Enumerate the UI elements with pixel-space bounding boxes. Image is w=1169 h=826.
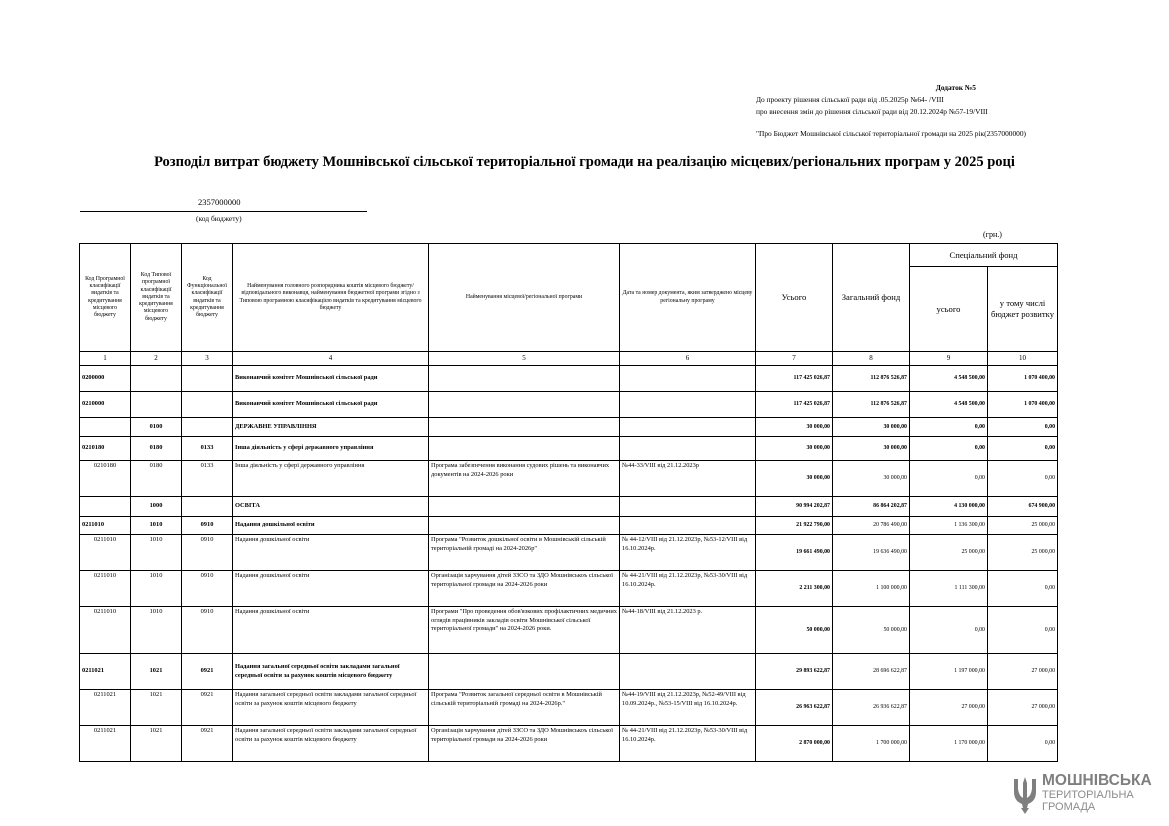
annex-line-1: До проекту рішення сільської ради від .05.2025р №64- /VIII xyxy=(756,95,944,104)
table-row xyxy=(80,535,1058,571)
cell-document: №44-18/VIII від 21.12.2023 р. xyxy=(620,607,756,654)
cell-total: 90 994 202,87 xyxy=(756,497,833,517)
cell-program-code: 0210180 xyxy=(80,437,131,461)
cell-document xyxy=(620,654,756,690)
cell-document xyxy=(620,366,756,392)
cell-total: 21 922 790,00 xyxy=(756,517,833,535)
cell-special: 4 130 000,00 xyxy=(910,497,988,517)
cell-general: 19 636 490,00 xyxy=(833,535,910,571)
cell-total: 50 000,00 xyxy=(756,607,833,654)
cell-typical-code: 0180 xyxy=(131,437,182,461)
cell-program-code: 0200000 xyxy=(80,366,131,392)
col-num: 9 xyxy=(910,352,988,366)
cell-total: 30 000,00 xyxy=(756,418,833,437)
table-row xyxy=(80,366,1058,392)
cell-special: 27 000,00 xyxy=(910,690,988,726)
table-row xyxy=(80,690,1058,726)
cell-typical-code: 1010 xyxy=(131,535,182,571)
cell-special: 25 000,00 xyxy=(910,535,988,571)
header-program-code: Код Програмної класифікації видатків та кредитування місцевого бюджету xyxy=(80,244,131,352)
cell-total: 2 870 000,00 xyxy=(756,726,833,762)
table-row xyxy=(80,517,1058,535)
cell-program-code: 0211010 xyxy=(80,607,131,654)
cell-program-code: 0211010 xyxy=(80,571,131,607)
header-manager-name: Найменування головного розпорядника коштів місцевого бюджету/ відповідального виконавця, найменування бюджетної програми згідно з Типовою програмною класифікацією видатків та кредитування місцевого бюджету xyxy=(233,244,429,352)
cell-typical-code: 0180 xyxy=(131,461,182,497)
cell-functional-code xyxy=(182,392,233,418)
col-num: 7 xyxy=(756,352,833,366)
header-document: Дата та номер документа, яким затверджено місцеву регіональну програму xyxy=(620,244,756,352)
cell-special: 1 111 300,00 xyxy=(910,571,988,607)
cell-development: 25 000,00 xyxy=(988,517,1058,535)
cell-name: ДЕРЖАВНЕ УПРАВЛІННЯ xyxy=(233,418,429,437)
annex-header xyxy=(756,82,1096,140)
cell-document: №44-33/VIII від 21.12.2023р xyxy=(620,461,756,497)
cell-typical-code: 1010 xyxy=(131,571,182,607)
cell-program: Програми "Про проведення обов'язкових профілактичних медичних оглядів працівників закладів освіти Мошнівської сільської територіальної громади" на 2024-2026 роки. xyxy=(429,607,620,654)
cell-document: № 44-12/VIII від 21.12.2023р, №53-12/VIII від 16.10.2024р. xyxy=(620,535,756,571)
annex-title: Додаток №5 xyxy=(935,83,976,92)
cell-program xyxy=(429,654,620,690)
cell-development: 0,00 xyxy=(988,461,1058,497)
col-num: 4 xyxy=(233,352,429,366)
cell-name: Виконавчий комітет Мошнівської сільської ради xyxy=(233,366,429,392)
cell-functional-code: 0921 xyxy=(182,654,233,690)
cell-program xyxy=(429,366,620,392)
budget-code-caption: (код бюджету) xyxy=(196,214,242,223)
cell-total: 30 000,00 xyxy=(756,461,833,497)
cell-program xyxy=(429,418,620,437)
cell-name: Інша діяльність у сфері державного управління xyxy=(233,437,429,461)
cell-special: 0,00 xyxy=(910,607,988,654)
cell-general: 26 936 622,87 xyxy=(833,690,910,726)
budget-code-underline xyxy=(80,211,367,212)
cell-development: 0,00 xyxy=(988,726,1058,762)
cell-total: 26 963 622,87 xyxy=(756,690,833,726)
cell-document xyxy=(620,497,756,517)
header-special-total: усього xyxy=(910,267,988,352)
col-num: 5 xyxy=(429,352,620,366)
header-development-budget: у тому числі бюджет розвитку xyxy=(988,267,1058,352)
logo-line-3: ГРОМАДА xyxy=(1042,801,1096,813)
cell-functional-code: 0910 xyxy=(182,607,233,654)
cell-program-code: 0211021 xyxy=(80,726,131,762)
cell-program-code: 0211010 xyxy=(80,535,131,571)
cell-general: 1 700 000,00 xyxy=(833,726,910,762)
cell-document: № 44-21/VIII від 21.12.2023р, №53-30/VIII від 16.10.2024р. xyxy=(620,571,756,607)
cell-development: 0,00 xyxy=(988,607,1058,654)
cell-development: 0,00 xyxy=(988,571,1058,607)
header-special-fund: Спеціальний фонд xyxy=(910,244,1058,267)
cell-general: 30 000,00 xyxy=(833,461,910,497)
col-num: 2 xyxy=(131,352,182,366)
cell-general: 30 000,00 xyxy=(833,437,910,461)
cell-special: 1 197 000,00 xyxy=(910,654,988,690)
cell-functional-code xyxy=(182,366,233,392)
budget-code-value: 2357000000 xyxy=(198,197,241,207)
col-num: 10 xyxy=(988,352,1058,366)
cell-program-code: 0210180 xyxy=(80,461,131,497)
cell-document xyxy=(620,517,756,535)
cell-functional-code: 0133 xyxy=(182,461,233,497)
cell-development: 0,00 xyxy=(988,437,1058,461)
header-total: Усього xyxy=(756,244,833,352)
cell-program xyxy=(429,392,620,418)
budget-table xyxy=(79,243,1058,762)
cell-general: 20 786 490,00 xyxy=(833,517,910,535)
cell-program-code xyxy=(80,418,131,437)
cell-document: № 44-21/VIII від 21.12.2023р, №53-30/VIII від 16.10.2024р. xyxy=(620,726,756,762)
cell-functional-code: 0921 xyxy=(182,690,233,726)
cell-program: Організація харчування дітей ЗЗСО та ЗДО Мошнівськоъ сільської територіальної громади на 2024-2026 роки xyxy=(429,571,620,607)
cell-program-code: 0211021 xyxy=(80,690,131,726)
cell-program-code: 0210000 xyxy=(80,392,131,418)
cell-special: 0,00 xyxy=(910,437,988,461)
cell-typical-code: 1010 xyxy=(131,517,182,535)
header-functional-code: Код Функціональної класифікації видатків та кредитування бюджету xyxy=(182,244,233,352)
col-num: 1 xyxy=(80,352,131,366)
table-row xyxy=(80,392,1058,418)
page-title: Розподіл витрат бюджету Мошнівської сільської територіальної громади на реалізацію місцевих/регіональних програм у 2025 році xyxy=(154,154,1015,170)
cell-typical-code: 1010 xyxy=(131,607,182,654)
annex-line-2: про внесення змін до рішення сільської ради від 20.12.2024р №57-19/VIII xyxy=(756,107,988,116)
cell-total: 117 425 026,87 xyxy=(756,392,833,418)
cell-total: 19 661 490,00 xyxy=(756,535,833,571)
cell-typical-code xyxy=(131,392,182,418)
community-logo xyxy=(1010,773,1160,817)
header-general-fund: Загальний фонд xyxy=(833,244,910,352)
cell-functional-code xyxy=(182,497,233,517)
annex-line-3: "Про Бюджет Мошнівської сільської територіальної громади на 2025 рік(2357000000) xyxy=(756,129,1027,138)
cell-name: Надання загальної середньої освіти закладами загальної середньої освіти за рахунок коштів місцевого бюджету xyxy=(233,690,429,726)
table-row xyxy=(80,607,1058,654)
cell-general: 86 864 202,87 xyxy=(833,497,910,517)
cell-general: 28 696 622,87 xyxy=(833,654,910,690)
cell-typical-code xyxy=(131,366,182,392)
cell-functional-code: 0910 xyxy=(182,571,233,607)
trident-icon xyxy=(1010,774,1040,816)
cell-functional-code xyxy=(182,418,233,437)
cell-name: Надання загальної середньої освіти закладами загальної середньої освіти за рахунок коштів місцевого бюджету xyxy=(233,726,429,762)
cell-document xyxy=(620,392,756,418)
cell-general: 30 000,00 xyxy=(833,418,910,437)
table-row xyxy=(80,726,1058,762)
cell-program-code xyxy=(80,497,131,517)
cell-program-code: 0211010 xyxy=(80,517,131,535)
cell-typical-code: 1021 xyxy=(131,726,182,762)
cell-general: 1 100 000,00 xyxy=(833,571,910,607)
col-num: 8 xyxy=(833,352,910,366)
cell-typical-code: 1021 xyxy=(131,654,182,690)
cell-program: Програма "Розвиток дошкільної освіти в Мошнівській сільській територіальній громаді на 2024-2026р" xyxy=(429,535,620,571)
column-numbers-row xyxy=(80,352,1058,366)
currency-unit: (грн.) xyxy=(983,230,1002,239)
cell-special: 1 170 000,00 xyxy=(910,726,988,762)
cell-typical-code: 1000 xyxy=(131,497,182,517)
col-num: 6 xyxy=(620,352,756,366)
cell-name: Надання дошкільної освіти xyxy=(233,571,429,607)
cell-development: 1 070 400,00 xyxy=(988,392,1058,418)
cell-total: 2 211 300,00 xyxy=(756,571,833,607)
cell-typical-code: 1021 xyxy=(131,690,182,726)
cell-name: Інша діяльність у сфері державного управління xyxy=(233,461,429,497)
header-program-name: Найменування місцевої/регіональної програми xyxy=(429,244,620,352)
cell-name: ОСВІТА xyxy=(233,497,429,517)
cell-functional-code: 0921 xyxy=(182,726,233,762)
cell-program xyxy=(429,497,620,517)
cell-functional-code: 0910 xyxy=(182,517,233,535)
cell-total: 29 893 622,87 xyxy=(756,654,833,690)
table-row xyxy=(80,571,1058,607)
cell-general: 50 000,00 xyxy=(833,607,910,654)
cell-name: Надання загальної середньої освіти закладами загальної середньої освіти за рахунок коштів місцевого бюджету xyxy=(233,654,429,690)
cell-typical-code: 0100 xyxy=(131,418,182,437)
cell-document xyxy=(620,418,756,437)
cell-name: Надання дошкільної освіти xyxy=(233,517,429,535)
table-row xyxy=(80,418,1058,437)
cell-program: Програма "Розвиток загальної середньої освіти в Мошнівській сільській територіальній громаді на 2024-2026р." xyxy=(429,690,620,726)
table-row xyxy=(80,461,1058,497)
cell-development: 0,00 xyxy=(988,418,1058,437)
cell-name: Надання дошкільної освіти xyxy=(233,535,429,571)
cell-program: Програма забезпечення виконання судових рішень та виконавчих документів на 2024-2026 роки xyxy=(429,461,620,497)
cell-functional-code: 0133 xyxy=(182,437,233,461)
cell-development: 25 000,00 xyxy=(988,535,1058,571)
header-typical-code: Код Типової програмної класифікації видатків та кредитування місцевого бюджету xyxy=(131,244,182,352)
cell-functional-code: 0910 xyxy=(182,535,233,571)
col-num: 3 xyxy=(182,352,233,366)
logo-line-2: ТЕРИТОРІАЛЬНА xyxy=(1042,789,1134,801)
cell-special: 1 136 300,00 xyxy=(910,517,988,535)
cell-document: №44-19/VIII від 21.12.2023р, №52-49/VIII від 10.09.2024р., №53-15/VIII від 16.10.2024р. xyxy=(620,690,756,726)
cell-total: 117 425 026,87 xyxy=(756,366,833,392)
cell-development: 27 000,00 xyxy=(988,690,1058,726)
cell-program-code: 0211021 xyxy=(80,654,131,690)
cell-general: 112 876 526,87 xyxy=(833,366,910,392)
cell-document xyxy=(620,437,756,461)
cell-development: 674 900,00 xyxy=(988,497,1058,517)
table-row xyxy=(80,437,1058,461)
table-row xyxy=(80,654,1058,690)
cell-development: 27 000,00 xyxy=(988,654,1058,690)
cell-special: 0,00 xyxy=(910,461,988,497)
cell-general: 112 876 526,87 xyxy=(833,392,910,418)
cell-program xyxy=(429,437,620,461)
cell-development: 1 070 400,00 xyxy=(988,366,1058,392)
cell-program: Організація харчування дітей ЗЗСО та ЗДО Мошнівськоъ сільської територіальної громади на 2024-2026 роки xyxy=(429,726,620,762)
table-row xyxy=(80,497,1058,517)
cell-total: 30 000,00 xyxy=(756,437,833,461)
cell-name: Виконавчий комітет Мошнівської сільської ради xyxy=(233,392,429,418)
cell-special: 0,00 xyxy=(910,418,988,437)
cell-name: Надання дошкільної освіти xyxy=(233,607,429,654)
cell-special: 4 548 500,00 xyxy=(910,392,988,418)
cell-special: 4 548 500,00 xyxy=(910,366,988,392)
cell-program xyxy=(429,517,620,535)
logo-line-1: МОШНІВСЬКА xyxy=(1042,772,1152,789)
